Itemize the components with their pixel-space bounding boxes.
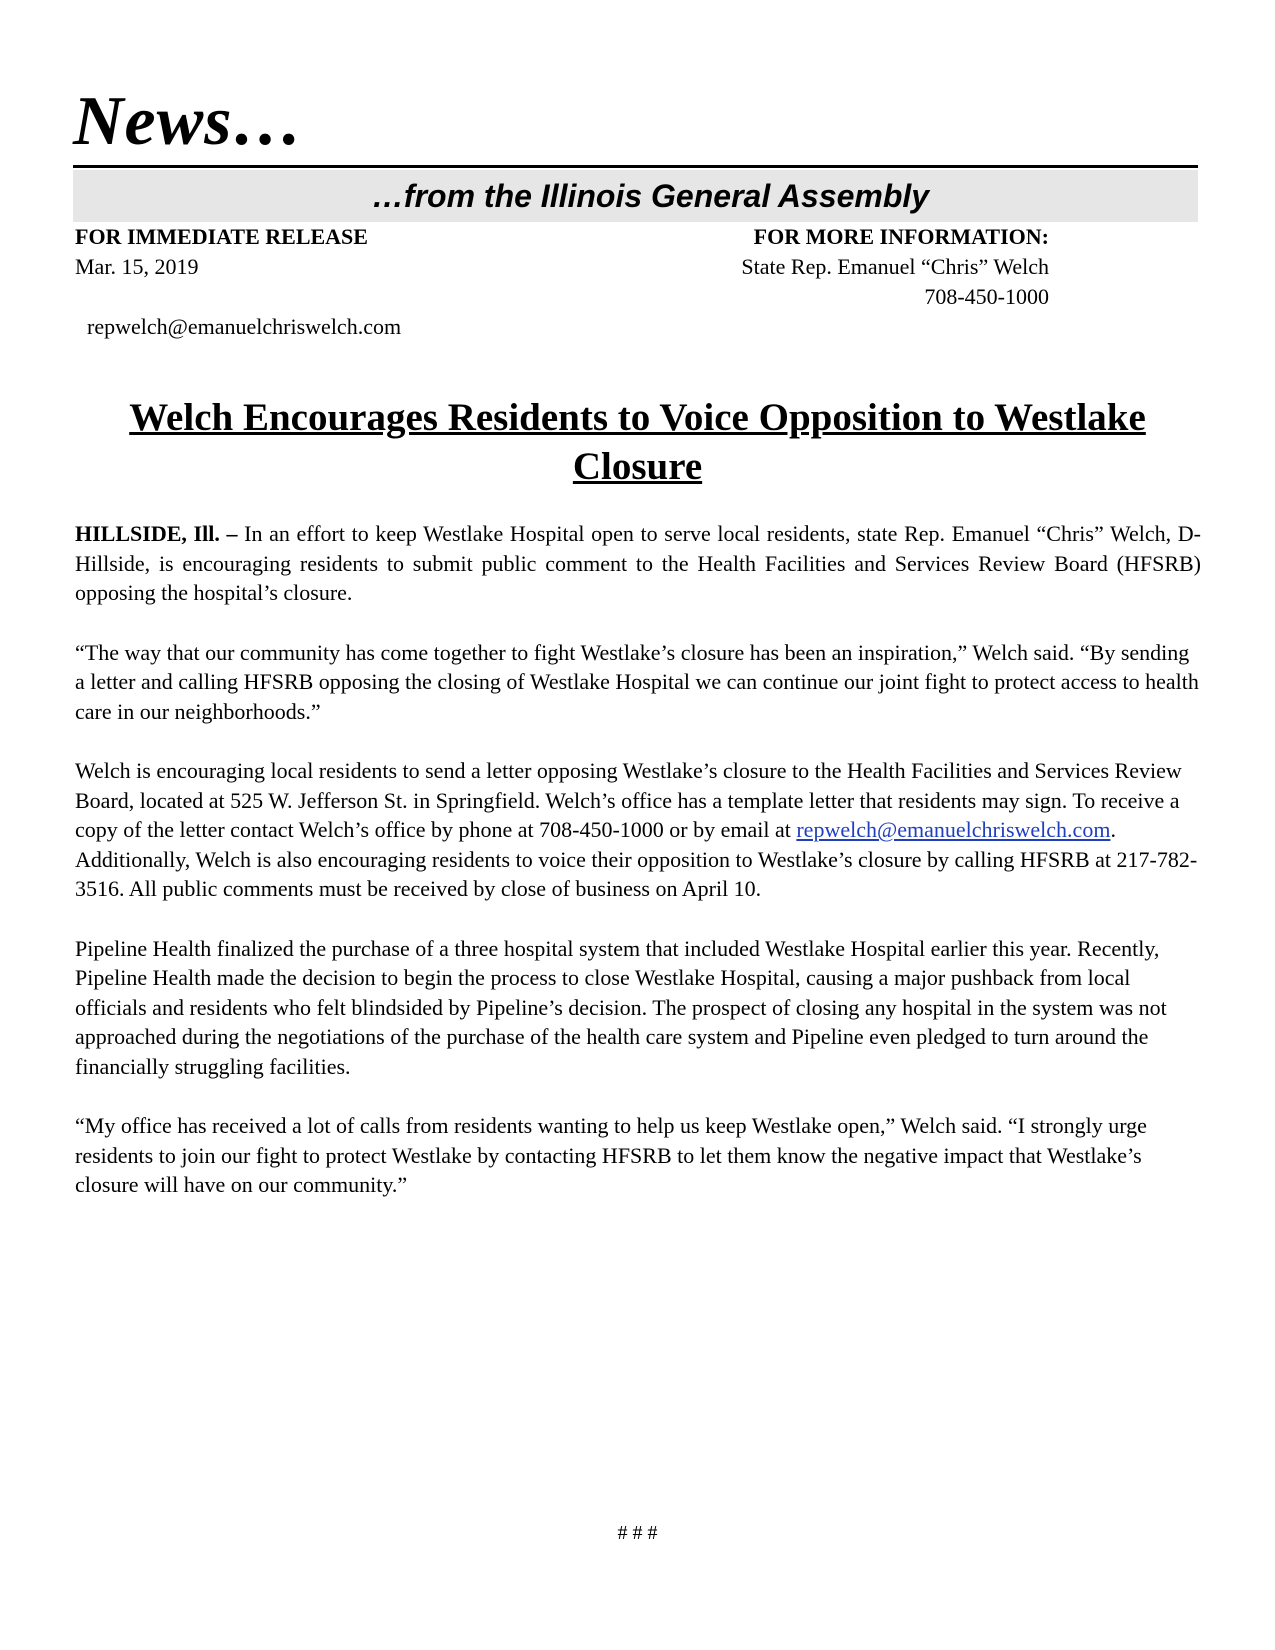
article-body [75, 519, 1201, 1230]
paragraph-1 [75, 519, 1201, 608]
dateline: HILLSIDE, Ill. – [75, 521, 238, 546]
contact-phone: 708-450-1000 [924, 284, 1049, 309]
headline: Welch Encourages Residents to Voice Opposition to Westlake Closure [129, 396, 1146, 488]
contact-email: repwelch@emanuelchriswelch.com [87, 314, 402, 339]
paragraph-2: “The way that our community has come together to fight Westlake’s closure has been an inspiration,” Welch said. “By sending a letter and calling HFSRB opposing the closing of Westlake Hospital we can continue our joint fight to protect access to health care in our neighborhoods.” [75, 639, 1199, 724]
end-mark: # # # [617, 1522, 658, 1544]
email-link[interactable]: repwelch@emanuelchriswelch.com [796, 817, 1111, 842]
paragraph-1-text: In an effort to keep Westlake Hospital open to serve local residents, state Rep. Emanuel “Chris” Welch, D-Hillside, is encouraging residents to submit public comment to the Health Facilities and Services Review Board (HFSRB) opposing the hospital’s closure. [75, 521, 1202, 605]
paragraph-3-after-link: . Additionally, Welch is also encouraging residents to voice their opposition to Westlake’s closure by calling HFSRB at 217-782-3516. All public comments must be received by close of business on April 10. [75, 817, 1198, 901]
contact-name: State Rep. Emanuel “Chris” Welch [741, 254, 1049, 279]
masthead-title: News… [73, 83, 304, 160]
masthead-rule [73, 165, 1198, 168]
paragraph-4: Pipeline Health finalized the purchase of a three hospital system that included Westlake Hospital earlier this year. Recently, Pipeline Health made the decision to begin the process to close Westlake Hospital, causing a major pushback from local officials and residents who felt blindsided by Pipeline’s decision. The prospect of closing any hospital in the system was not approached during the negotiations of the purchase of the health care system and Pipeline even pledged to turn around the financially struggling facilities. [75, 935, 1167, 1079]
paragraph-3-before-link: Welch is encouraging local residents to send a letter opposing Westlake’s closure to the Health Facilities and Services Review Board, located at 525 W. Jefferson St. in Springfield. Welch’s office has a template letter that residents may sign. To receive a copy of the letter contact Welch’s office by phone at 708-450-1000 or by email at [75, 758, 1182, 842]
paragraph-5: “My office has received a lot of calls from residents wanting to help us keep Westlake open,” Welch said. “I strongly urge residents to join our fight to protect Westlake by contacting HFSRB to let them know the negative impact that Westlake’s closure will have on our community.” [75, 1113, 1147, 1197]
release-date: Mar. 15, 2019 [75, 254, 199, 279]
paragraph-3 [75, 756, 1201, 904]
assembly-banner: …from the Illinois General Assembly [73, 170, 1198, 222]
contact-label: FOR MORE INFORMATION: [753, 224, 1049, 249]
release-label: FOR IMMEDIATE RELEASE [75, 224, 368, 249]
